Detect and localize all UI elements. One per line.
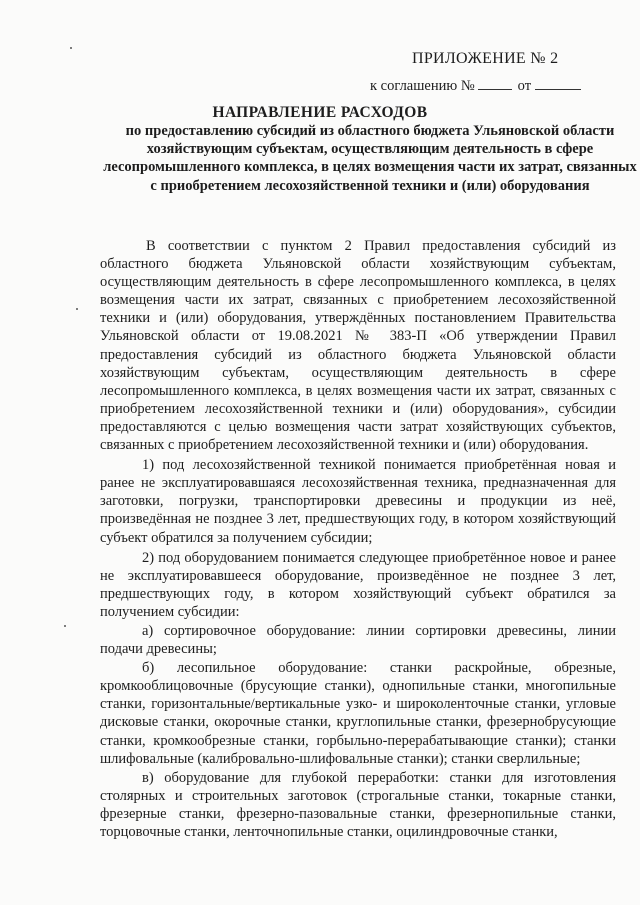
agreement-date-blank — [535, 78, 581, 90]
agreement-reference — [370, 78, 581, 95]
agreement-number-blank — [478, 78, 512, 90]
item-c-paragraph: в) оборудование для глубокой переработки: станки для изготовления столярных и строительных заготовок (строгальные станки, токарные станки, фрезерные станки, фрезерно-пазовальные станки, фрезернопильные станки, торцовочные станки, ленточнопильные станки, оцилиндровочные станки, — [100, 769, 616, 840]
scan-speck — [64, 625, 66, 627]
clause-1-paragraph: 1) под лесохозяйственной техникой понимается приобретённая новая и ранее не эксплуатировавшаяся лесохозяйственная техника, предназначенная для заготовки, погрузки, транспортировки древесины и продукции из неё, произведённая не позднее 3 лет, предшествующих году, в котором хозяйствующий субъект обратился за получением субсидии; — [100, 457, 616, 546]
document-body — [100, 237, 616, 841]
document-subtitle: по предоставлению субсидий из областного бюджета Ульяновской области хозяйствующим субъектам, осуществляющим деятельность в сфере лесопромышленного комплекса, в целях возмещения части их затрат, связанных с приобретением лесохозяйственной техники и (или) оборудования — [103, 123, 637, 194]
clause-2-paragraph: 2) под оборудованием понимается следующее приобретённое новое и ранее не эксплуатировавшееся оборудование, произведённое не позднее 3 лет, предшествующих году, в котором хозяйствующий субъект обратился за получением субсидии: — [100, 549, 616, 620]
item-b-paragraph: б) лесопильное оборудование: станки раскройные, обрезные, кромкооблицовочные (брусующие станки), однопильные станки, многопильные станки, горизонтальные/вертикальные узко- и широколенточные станки, угловые дисковые станки, окорочные станки, круглопильные станки, фрезернобрусующие станки, кромкообрезные станки, горбыльно-перерабатывающие станки); станки шлифовальные (калибровально-шлифовальные станки); станки сверлильные; — [100, 660, 616, 767]
agreement-from: от — [517, 78, 532, 94]
intro-paragraph: В соответствии с пунктом 2 Правил предоставления субсидий из областного бюджета Ульяновской области хозяйствующим субъектам, осуществляющим деятельность в сфере лесопромышленного комплекса, в целях возмещения части их затрат, связанных с приобретением лесохозяйственной техники и (или) оборудования, утверждённых постановлением Правительства Ульяновской области от 19.08.2021 № 383-П «Об утверждении Правил предоставления субсидий из областного бюджета Ульяновской области хозяйствующим субъектам, осуществляющим деятельность в сфере лесопромышленного комплекса, в целях возмещения части их затрат, связанных с приобретением лесохозяйственной техники и (или) оборудования», субсидии предоставляются с целью возмещения части затрат хозяйствующих субъектов, связанных с приобретением лесохозяйственной техники и (или) оборудования. — [100, 238, 616, 454]
document-title: НАПРАВЛЕНИЕ РАСХОДОВ — [212, 104, 428, 121]
annex-number: ПРИЛОЖЕНИЕ № 2 — [412, 50, 559, 67]
agreement-prefix: к соглашению № — [370, 78, 475, 94]
item-a-paragraph: а) сортировочное оборудование: линии сортировки древесины, линии подачи древесины; — [100, 622, 616, 658]
scan-speck — [70, 47, 72, 49]
scan-speck — [76, 308, 78, 310]
